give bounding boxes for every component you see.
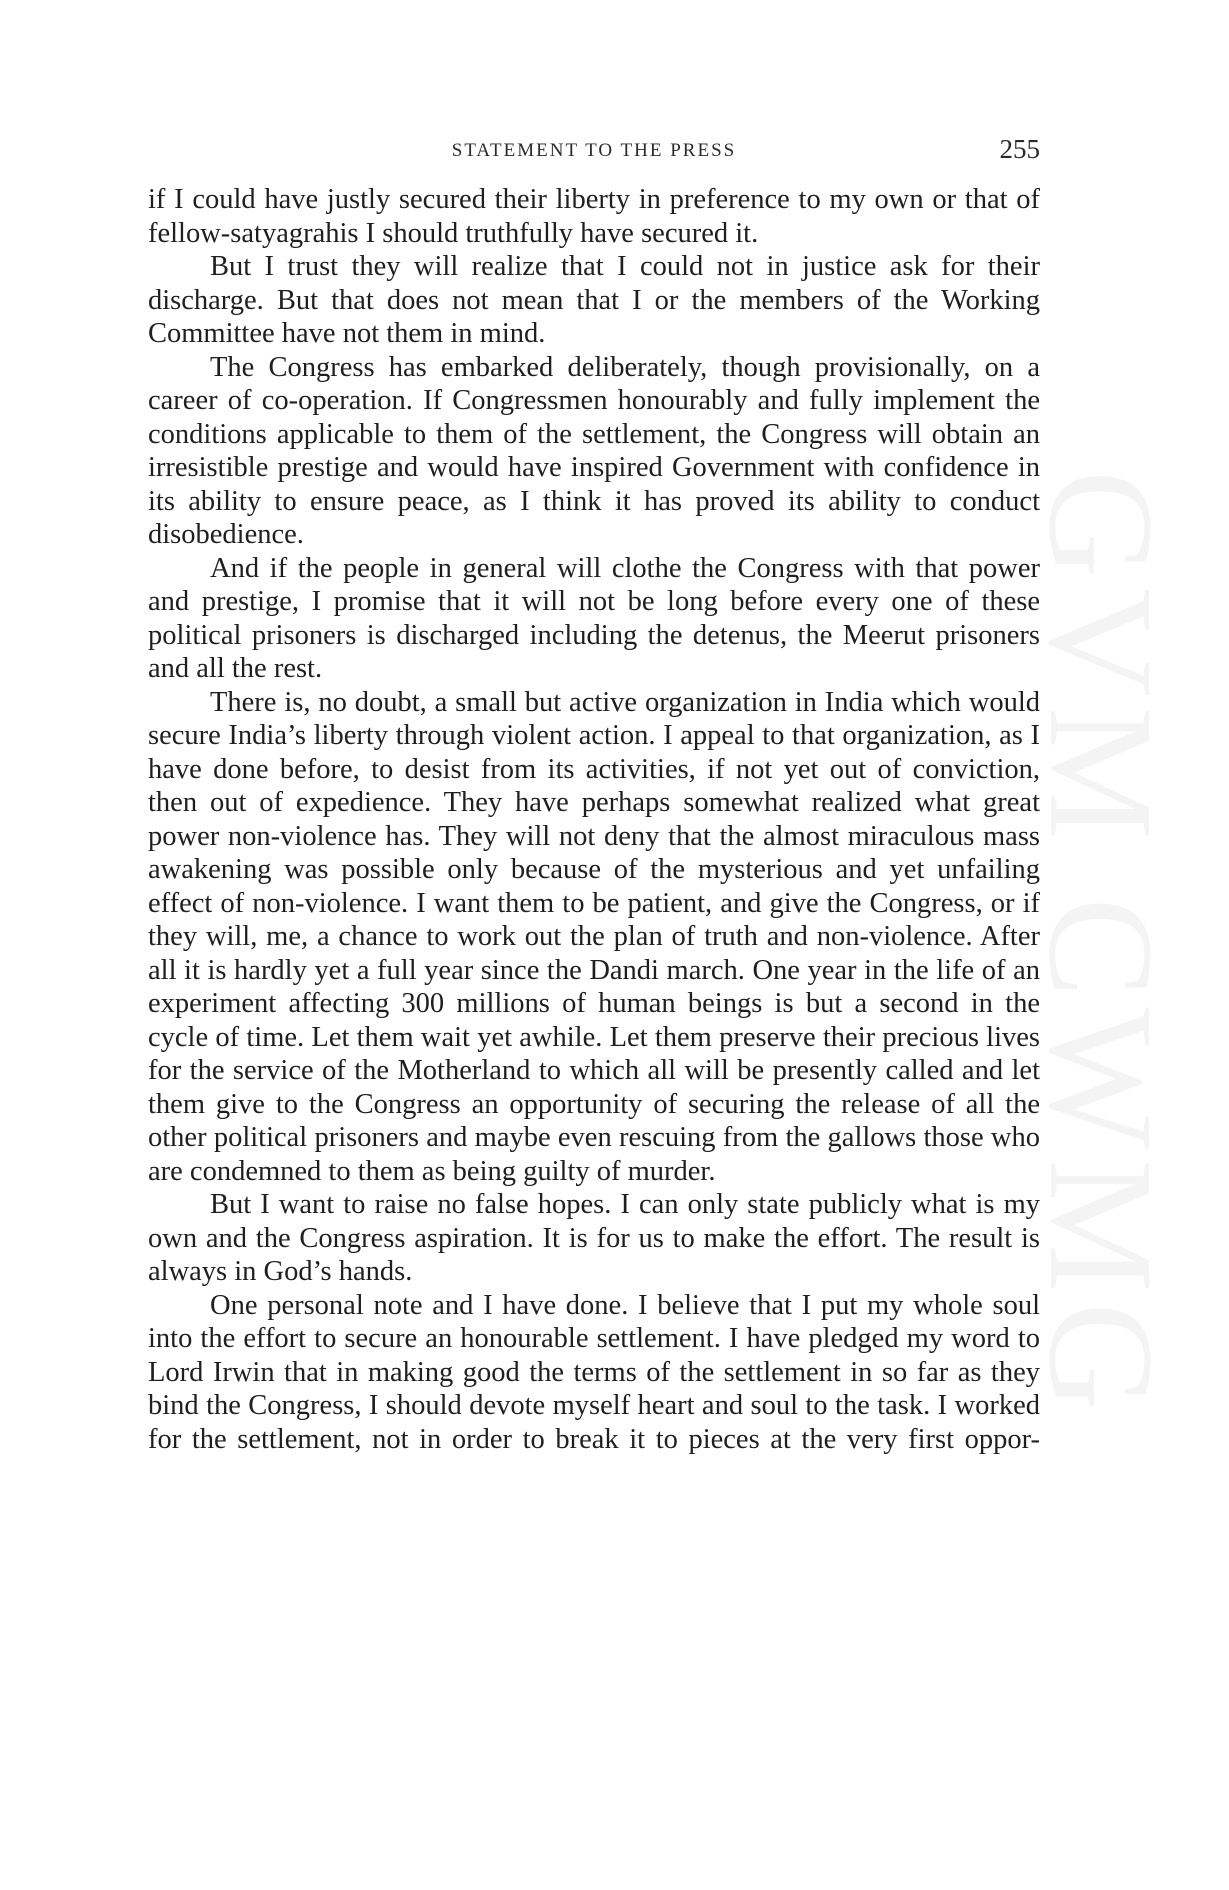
paragraph: There is, no doubt, a small but active organization in India which would secure India’s liberty through violent action. I appeal to that organization, as I have done before, to desist from its activities, if not yet out of conviction, then out of expedience. They have perhaps somewhat realized what great power non-violence has. They will not deny that the almost miraculous mass awakening was possible only because of the mysterious and yet unfailing effect of non-violence. I want them to be patient, and give the Congress, or if they will, me, a chance to work out the plan of truth and non-violence. After all it is hardly yet a full year since the Dandi march. One year in the life of an experiment affecting 300 millions of human beings is but a second in the cycle of time. Let them wait yet awhile. Let them preserve their precious lives for the service of the Motherland to which all will be presently called and let them give to the Congress an opportunity of securing the release of all the other political prisoners and maybe even rescuing from the gallows those who are condemned to them as being guilty of murder. bbox=[148, 686, 1040, 1187]
watermark-text bbox=[1032, 470, 1187, 1430]
running-head bbox=[148, 134, 1040, 168]
watermark bbox=[1032, 470, 1192, 1430]
page-number: 255 bbox=[999, 134, 1040, 164]
body-text bbox=[148, 183, 1040, 1456]
paragraph: But I trust they will realize that I could not in justice ask for their discharge. But that does not mean that I or the members of the Working Committee have not them in mind. bbox=[148, 251, 1040, 349]
paragraph-continued: if I could have justly secured their liberty in preference to my own or that of fellow-satyagrahis I should truthfully have secured it. bbox=[148, 184, 1040, 249]
paragraph: And if the people in general will clothe the Congress with that power and prestige, I promise that it will not be long before every one of these political prisoners is discharged including the detenus, the Meerut prisoners and all the rest. bbox=[148, 552, 1040, 684]
paragraph: But I want to raise no false hopes. I can only state publicly what is my own and the Congress aspiration. It is for us to make the effort. The result is always in God’s hands. bbox=[148, 1189, 1040, 1287]
paragraph: One personal note and I have done. I believe that I put my whole soul into the effort to secure an honourable settlement. I have pledged my word to Lord Irwin that in making good the terms of the settlement in so far as they bind the Congress, I should devote myself heart and soul to the task. I worked for the settlement, not in order to break it to pieces at the very first oppor- bbox=[148, 1289, 1040, 1455]
paragraph: The Congress has embarked deliberately, though provisionally, on a career of co-operation. If Congressmen honourably and fully implement the conditions applicable to them of the settlement, the Congress will obtain an irresistible prestige and would have inspired Government with confidence in its ability to ensure peace, as I think it has proved its ability to conduct disobedience. bbox=[148, 351, 1040, 550]
running-title: STATEMENT TO THE PRESS bbox=[451, 140, 737, 161]
